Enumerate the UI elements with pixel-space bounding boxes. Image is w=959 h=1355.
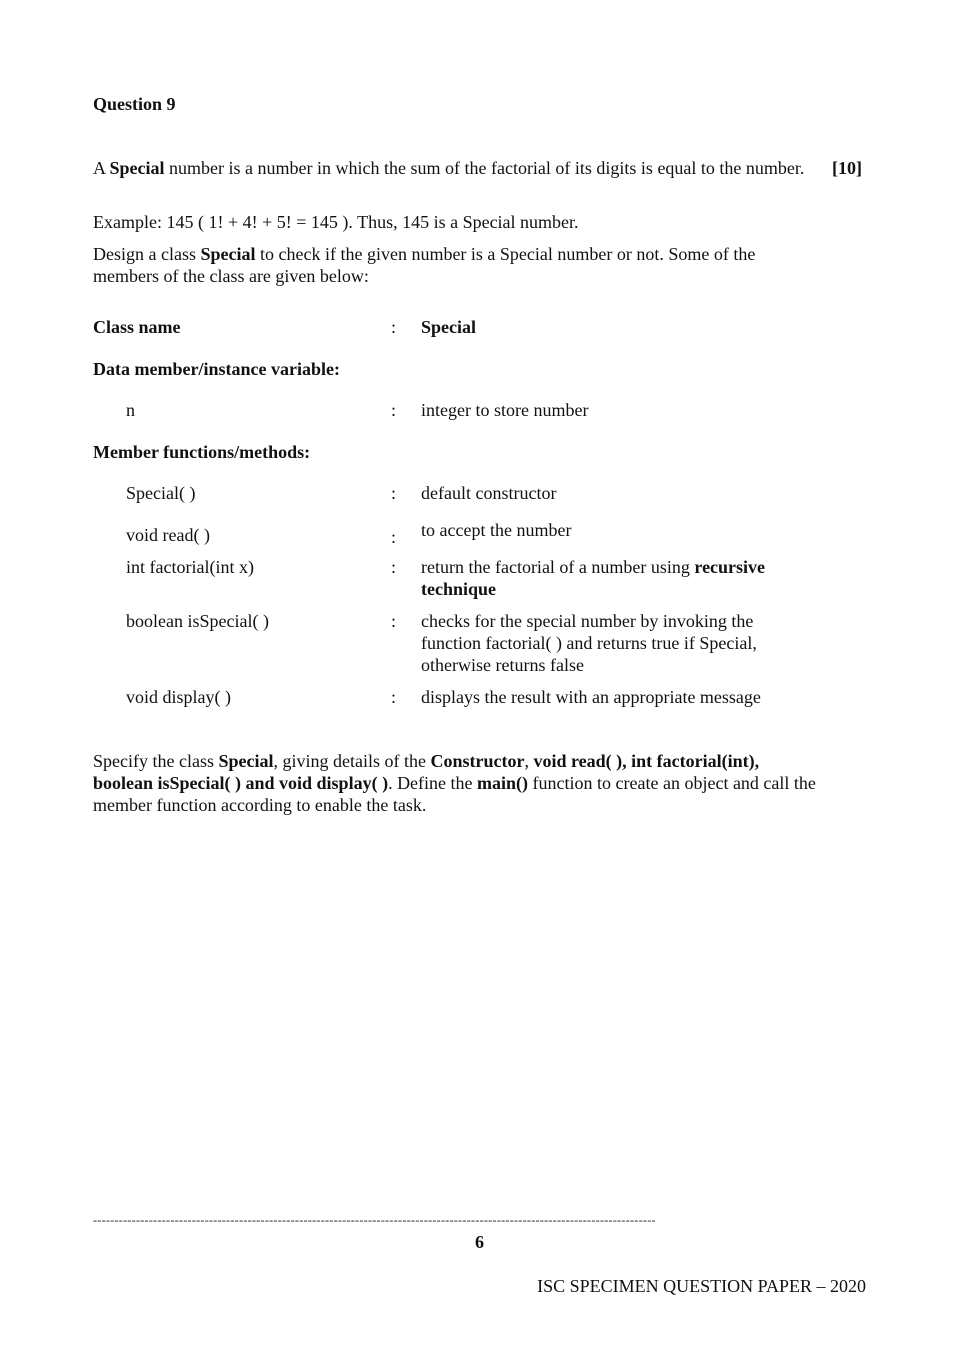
method-name: int factorial(int x): [126, 557, 254, 577]
method-desc: displays the result with an appropriate message: [421, 687, 761, 707]
text: Design a class: [93, 244, 201, 264]
separator: :: [391, 317, 397, 337]
bold-term: main(): [477, 773, 529, 793]
method-name: void display( ): [126, 687, 231, 707]
method-desc: to accept the number: [421, 520, 572, 540]
text: A: [93, 158, 110, 178]
method-name: boolean isSpecial( ): [126, 611, 269, 631]
text: number is a number in which the sum of the factorial of its digits is equal to the number.: [164, 158, 805, 178]
text: return the factorial of a number using: [421, 557, 695, 577]
task-paragraph: [93, 750, 818, 816]
text: ,: [524, 751, 534, 771]
method-name: Special( ): [126, 483, 196, 503]
text: Specify the class: [93, 751, 219, 771]
intro-paragraph: [93, 157, 813, 179]
bold-term: void read( ), int factorial(int), boolean isSpecial( ) and void display( ): [93, 751, 760, 793]
methods-heading: Member functions/methods:: [93, 442, 311, 462]
method-desc: [421, 556, 806, 600]
footer-divider: -----------------------------------------------------------------------------------------------------------------------------------: [93, 1213, 656, 1227]
method-desc: default constructor: [421, 483, 557, 503]
member-name: n: [126, 400, 135, 420]
class-name-label: Class name: [93, 317, 181, 337]
separator: :: [391, 400, 397, 420]
method-desc: checks for the special number by invoking the function factorial( ) and returns true if Special, otherwise returns false: [421, 611, 757, 675]
text: , giving details of the: [273, 751, 431, 771]
method-name: void read( ): [126, 525, 210, 545]
bold-term: Special: [109, 158, 165, 178]
text: . Define the: [388, 773, 478, 793]
example-text: Example: 145 ( 1! + 4! + 5! = 145 ). Thus, 145 is a Special number.: [93, 212, 579, 232]
page-number: 6: [475, 1232, 484, 1252]
bold-term: Special: [218, 751, 274, 771]
separator: :: [391, 611, 397, 631]
bold-term: Constructor: [430, 751, 525, 771]
design-paragraph: [93, 243, 813, 287]
text: to check if the given number is a Special number or not. Some of the members of the class are given below:: [93, 244, 756, 286]
separator: :: [391, 557, 397, 577]
separator: :: [391, 483, 397, 503]
marks: [10]: [832, 158, 862, 178]
data-members-heading: Data member/instance variable:: [93, 359, 340, 379]
text: function to create an object and call the member function according to enable the task.: [93, 773, 816, 815]
separator: :: [391, 687, 397, 707]
bold-term: recursive technique: [421, 557, 766, 599]
class-name-value: Special: [421, 317, 477, 337]
member-desc: integer to store number: [421, 400, 589, 420]
separator: :: [391, 527, 397, 547]
question-title: Question 9: [93, 94, 176, 114]
paper-title: ISC SPECIMEN QUESTION PAPER – 2020: [537, 1276, 866, 1296]
bold-term: Special: [200, 244, 256, 264]
